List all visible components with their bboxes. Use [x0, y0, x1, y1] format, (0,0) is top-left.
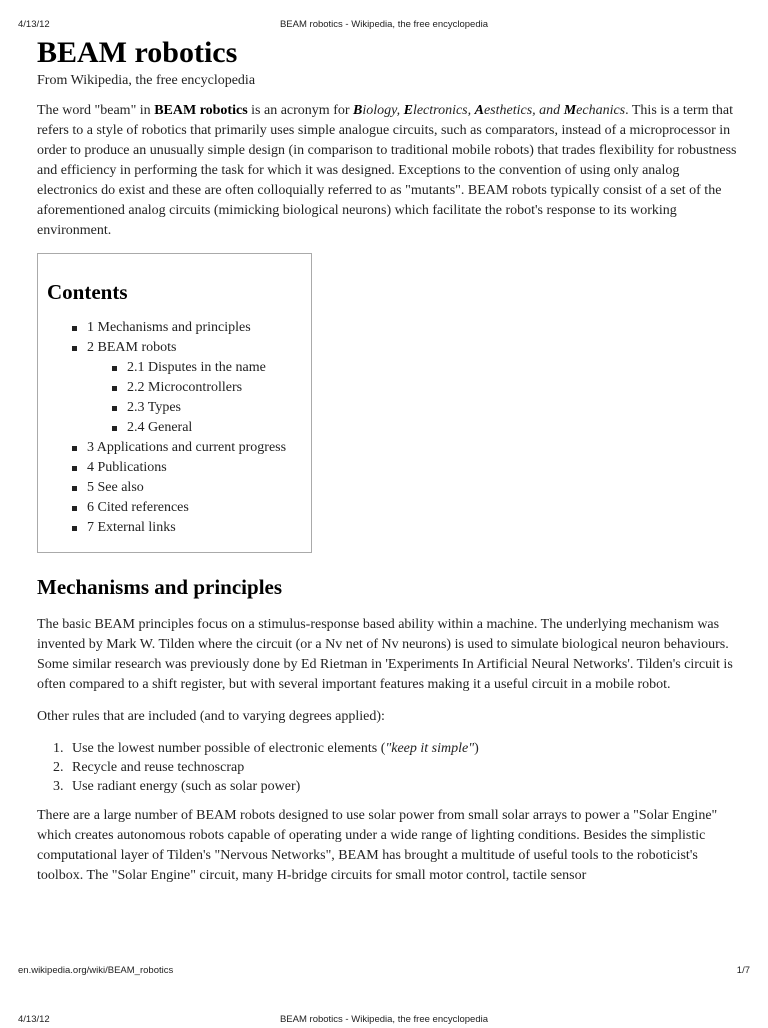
- list-item-text: Recycle and reuse technoscrap: [72, 760, 245, 775]
- rules-list: [37, 739, 737, 796]
- toc-item[interactable]: [47, 498, 311, 518]
- bullet-icon: [112, 366, 117, 371]
- list-item-text: Use radiant energy (such as solar power): [72, 779, 301, 794]
- section-paragraph-3: There are a large number of BEAM robots designed to use solar power from small solar arrays to power a "Solar Engine" which creates autonomous robots capable of operating under a wide range of lighting conditions. Besides the simplistic computational layer of Tilden's "Nervous Networks", BEAM has brought a multitude of useful tools to the roboticist's toolbox. The "Solar Engine" circuit, many H-bridge circuits for small motor control, tactile sensor: [37, 808, 718, 883]
- table-of-contents: [37, 253, 312, 553]
- header-date: 4/13/12: [18, 19, 50, 30]
- list-item: [37, 758, 737, 777]
- acronym-word-1: iology,: [362, 103, 404, 118]
- section-heading-mechanisms: Mechanisms and principles: [37, 575, 283, 599]
- article-content: [37, 34, 737, 898]
- bullet-icon: [112, 426, 117, 431]
- bullet-icon: [72, 466, 77, 471]
- page-title: BEAM robotics: [37, 36, 238, 69]
- toc-item-label: 5 See also: [87, 480, 144, 495]
- acronym-expansion: [353, 103, 625, 118]
- toc-item-label: 2.4 General: [127, 420, 193, 435]
- toc-item[interactable]: [47, 478, 311, 498]
- toc-item[interactable]: [47, 458, 311, 478]
- acronym-letter-e: E: [403, 103, 413, 118]
- bullet-icon: [72, 486, 77, 491]
- acronym-word-3: esthetics, and: [483, 103, 564, 118]
- intro-paragraph: [37, 101, 737, 241]
- bullet-icon: [72, 506, 77, 511]
- toc-item-label: 6 Cited references: [87, 500, 189, 515]
- page-footer: [0, 965, 768, 979]
- next-page-header: [0, 1014, 768, 1028]
- toc-item[interactable]: [47, 518, 311, 538]
- toc-item[interactable]: [47, 338, 311, 358]
- list-item: [37, 739, 737, 758]
- toc-item-label: 2.3 Types: [127, 400, 181, 415]
- list-item-emphasis: "keep it simple": [385, 741, 475, 756]
- list-item-number: 2.: [53, 760, 64, 775]
- acronym-letter-a: A: [474, 103, 484, 118]
- toc-item-label: 4 Publications: [87, 460, 167, 475]
- list-item: [37, 777, 737, 796]
- list-item-text: Use the lowest number possible of electronic elements (: [72, 741, 386, 756]
- bullet-icon: [72, 526, 77, 531]
- section-paragraph-1: The basic BEAM principles focus on a stimulus-response based ability within a machine. The underlying mechanism was invented by Mark W. Tilden where the circuit (or a Nv net of Nv neurons) is used to simulate biological neuron behaviours. Some similar research was previously done by Ed Rietman in 'Experiments In Artificial Neural Networks'. Tilden's circuit is often compared to a shift register, but with several important features making it a useful circuit in a mobile robot.: [37, 617, 733, 692]
- toc-item[interactable]: [47, 378, 311, 398]
- bullet-icon: [112, 406, 117, 411]
- bullet-icon: [72, 346, 77, 351]
- toc-item[interactable]: [47, 398, 311, 418]
- intro-text-2: is an acronym for: [247, 103, 354, 118]
- header-title: BEAM robotics - Wikipedia, the free encyclopedia: [279, 19, 489, 30]
- toc-item[interactable]: [47, 318, 311, 338]
- toc-item-label: 2 BEAM robots: [87, 340, 177, 355]
- list-item-number: 1.: [53, 741, 64, 756]
- toc-item[interactable]: [47, 418, 311, 438]
- toc-item[interactable]: [47, 438, 311, 458]
- toc-item-label: 1 Mechanisms and principles: [87, 320, 251, 335]
- bullet-icon: [112, 386, 117, 391]
- bullet-icon: [72, 446, 77, 451]
- acronym-letter-b: B: [353, 103, 363, 118]
- toc-item[interactable]: [47, 358, 311, 378]
- intro-bold-term: BEAM robotics: [154, 103, 248, 118]
- intro-text-3: . This is a term that refers to a style of robotics that primarily uses simple analogue circuits, such as comparators, instead of a microprocessor in order to produce an unusually simple design (in comparison to traditional mobile robots) that trades flexibility for robustness and efficiency in performing the task for which it was designed. Exceptions to the convention of using only analog electronics do exist and these are often colloquially referred to as "mutants". BEAM robots typically consist of a set of the aforementioned analog circuits (mimicking biological neurons) which facilitate the robot's response to its working environment.: [37, 103, 737, 238]
- toc-title: Contents: [47, 280, 128, 304]
- next-header-title: BEAM robotics - Wikipedia, the free encyclopedia: [279, 1014, 489, 1025]
- toc-item-label: 7 External links: [87, 520, 176, 535]
- acronym-word-2: lectronics,: [412, 103, 475, 118]
- footer-url: en.wikipedia.org/wiki/BEAM_robotics: [18, 965, 174, 976]
- page-subtitle: From Wikipedia, the free encyclopedia: [37, 73, 256, 88]
- intro-text-1: The word "beam" in: [37, 103, 155, 118]
- toc-item-label: 2.2 Microcontrollers: [127, 380, 243, 395]
- toc-item-label: 2.1 Disputes in the name: [127, 360, 266, 375]
- list-item-suffix: ): [474, 741, 479, 756]
- page-header: [0, 19, 768, 33]
- acronym-letter-m: M: [563, 103, 577, 118]
- acronym-word-4: echanics: [576, 103, 626, 118]
- bullet-icon: [72, 326, 77, 331]
- toc-item-label: 3 Applications and current progress: [87, 440, 287, 455]
- list-item-number: 3.: [53, 779, 64, 794]
- toc-list: [47, 318, 311, 538]
- section-paragraph-2: Other rules that are included (and to varying degrees applied):: [37, 709, 385, 724]
- footer-page-number: 1/7: [736, 965, 750, 976]
- next-header-date: 4/13/12: [18, 1014, 50, 1025]
